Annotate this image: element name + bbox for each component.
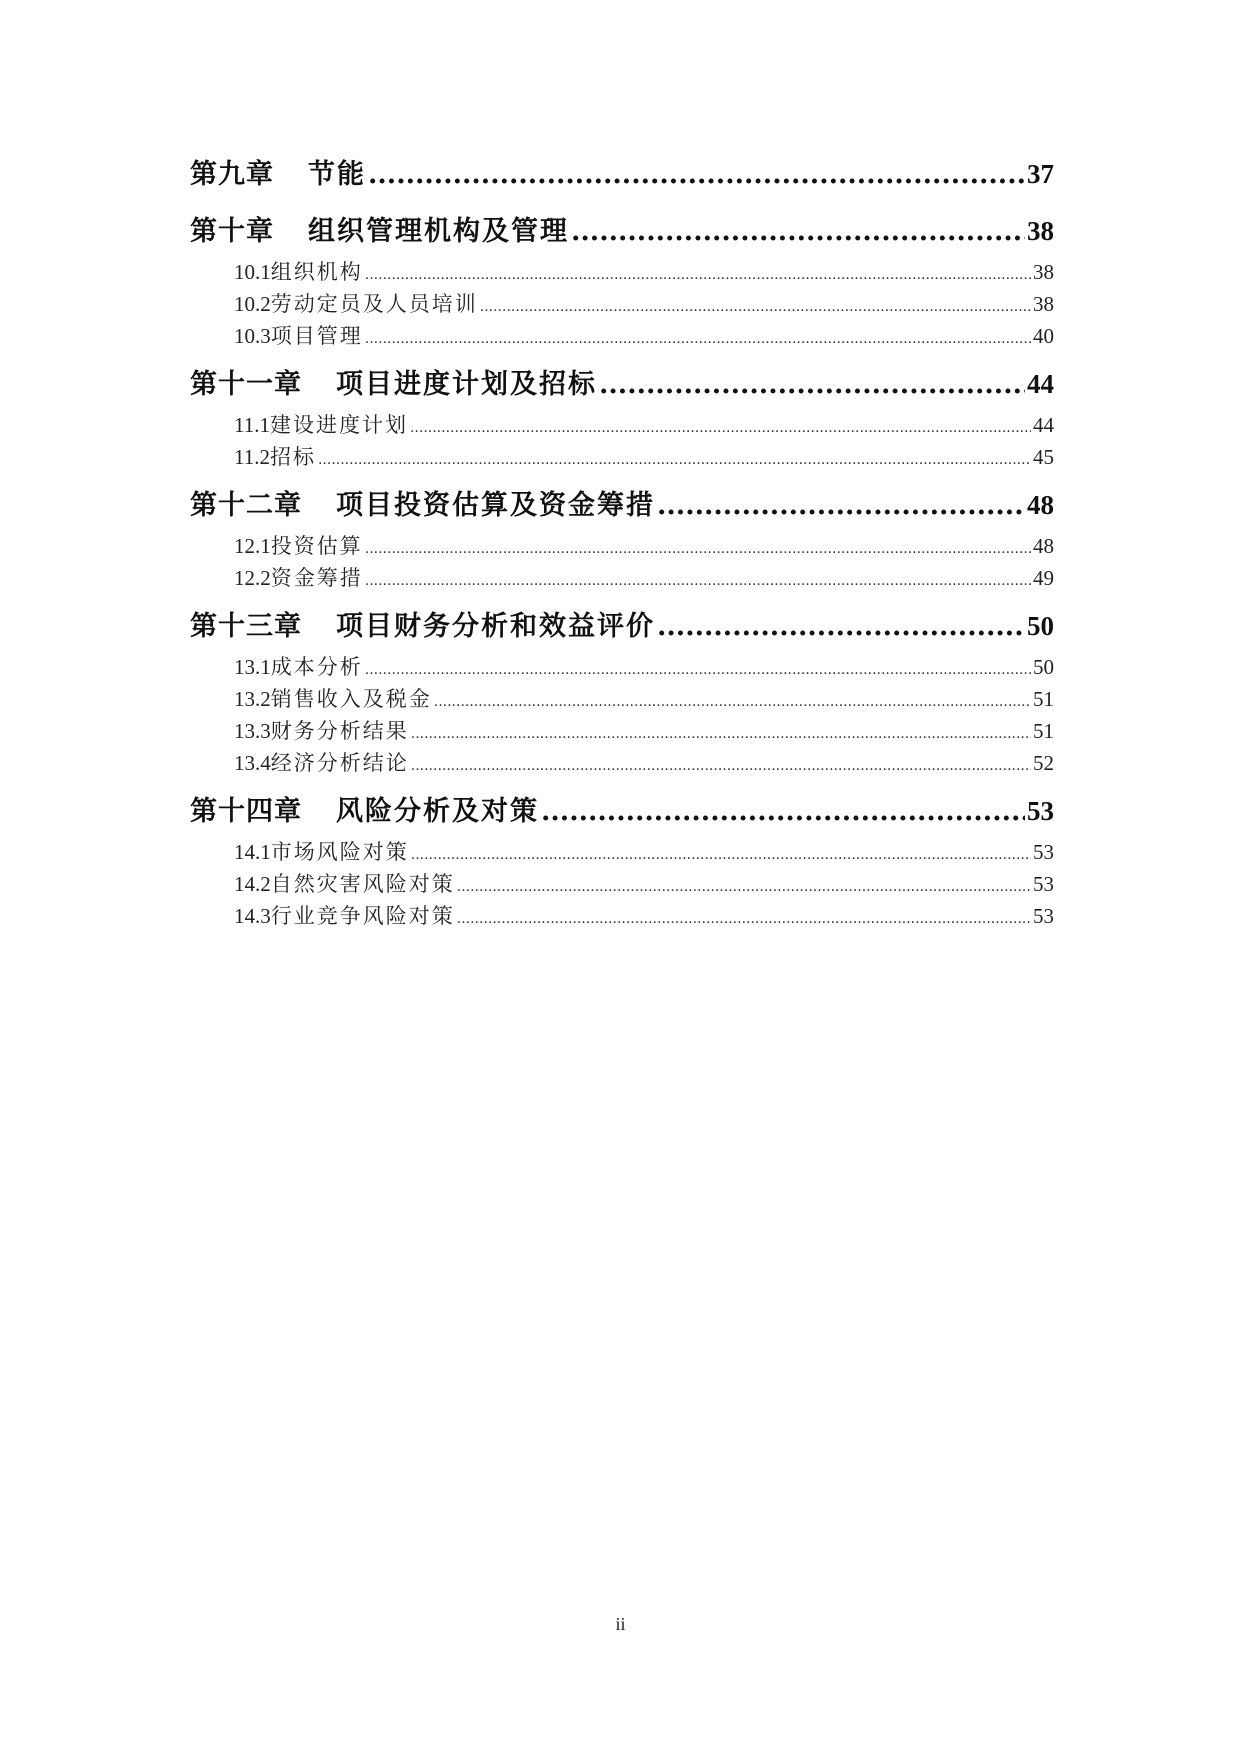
chapter-title: 项目财务分析和效益评价 [336,611,655,642]
page-number: 40 [1033,324,1054,348]
chapter-number: 第十三章 [190,611,302,642]
page-number: 53 [1033,872,1054,896]
dot-leader [411,839,1031,871]
page-footer-number: ii [615,1614,626,1634]
dot-leader [571,207,1025,256]
section-title: 市场风险对策 [270,840,409,864]
dot-leader [410,412,1031,444]
section-number: 13.3 [234,719,271,743]
section-title: 自然灾害风险对策 [270,872,455,896]
chapter-number: 第十一章 [190,369,302,400]
dot-leader [411,750,1031,782]
section-title: 建设进度计划 [269,413,408,437]
dot-leader [368,150,1025,199]
toc-chapter-13[interactable] [190,602,1054,651]
dot-leader [480,291,1031,323]
chapter-number: 第十四章 [190,796,302,827]
chapter-title: 项目投资估算及资金筹措 [336,490,655,521]
page-number: 50 [1033,655,1054,679]
chapter-title: 组织管理机构及管理 [308,216,569,247]
toc-chapter-9[interactable] [190,150,1054,199]
section-number: 14.1 [234,840,271,864]
page-number: 53 [1027,796,1054,826]
page-number: 53 [1033,904,1054,928]
toc-chapter-10[interactable] [190,207,1054,256]
section-number: 10.1 [234,260,271,284]
dot-leader [411,718,1031,750]
dot-leader [657,602,1025,651]
page-number: 48 [1033,534,1054,558]
page-number: 50 [1027,611,1054,641]
section-title: 组织机构 [270,260,363,284]
section-title: 财务分析结果 [270,719,409,743]
page-number: 51 [1033,719,1054,743]
page-number: 38 [1033,260,1054,284]
page-number: 45 [1033,445,1054,469]
page-number: 53 [1033,840,1054,864]
dot-leader [657,481,1025,530]
toc-section-13-4[interactable] [190,747,1054,779]
toc-section-13-3[interactable] [190,715,1054,747]
chapter-title: 项目进度计划及招标 [336,369,597,400]
section-title: 投资估算 [270,534,363,558]
section-title: 资金筹措 [270,566,363,590]
dot-leader [541,787,1025,836]
section-number: 11.1 [234,413,270,437]
page-number: 44 [1033,413,1054,437]
toc-section-11-2[interactable] [190,441,1054,473]
section-number: 13.4 [234,751,271,775]
toc-section-11-1[interactable] [190,409,1054,441]
chapter-title: 风险分析及对策 [336,796,539,827]
toc-section-10-3[interactable] [190,320,1054,352]
dot-leader [599,360,1025,409]
dot-leader [457,903,1031,935]
section-number: 12.2 [234,566,271,590]
toc-section-12-1[interactable] [190,530,1054,562]
section-number: 13.2 [234,687,271,711]
chapter-number: 第九章 [190,159,274,190]
section-title: 成本分析 [270,655,363,679]
toc-chapter-12[interactable] [190,481,1054,530]
section-number: 14.3 [234,904,271,928]
page-number: 38 [1027,216,1054,246]
page-number: 37 [1027,159,1054,189]
section-number: 12.1 [234,534,271,558]
section-title: 销售收入及税金 [270,687,432,711]
table-of-contents [190,150,1054,932]
section-number: 14.2 [234,872,271,896]
dot-leader [434,686,1031,718]
toc-chapter-14[interactable] [190,787,1054,836]
toc-section-10-2[interactable] [190,288,1054,320]
section-number: 10.3 [234,324,271,348]
chapter-number: 第十章 [190,216,274,247]
toc-section-13-2[interactable] [190,683,1054,715]
toc-section-14-1[interactable] [190,836,1054,868]
page-number: 49 [1033,566,1054,590]
section-number: 13.1 [234,655,271,679]
section-title: 经济分析结论 [270,751,409,775]
chapter-number: 第十二章 [190,490,302,521]
section-number: 11.2 [234,445,270,469]
section-title: 劳动定员及人员培训 [270,292,478,316]
page-number: 48 [1027,490,1054,520]
page-number: 51 [1033,687,1054,711]
dot-leader [457,871,1031,903]
dot-leader [365,323,1031,355]
page-number: 52 [1033,751,1054,775]
dot-leader [365,565,1031,597]
section-title: 招标 [269,445,316,469]
toc-section-12-2[interactable] [190,562,1054,594]
section-title: 行业竞争风险对策 [270,904,455,928]
dot-leader [318,444,1031,476]
toc-section-13-1[interactable] [190,651,1054,683]
page-number: 44 [1027,369,1054,399]
toc-section-14-2[interactable] [190,868,1054,900]
toc-chapter-11[interactable] [190,360,1054,409]
chapter-title: 节能 [308,159,366,190]
toc-section-10-1[interactable] [190,256,1054,288]
dot-leader [365,654,1031,686]
section-title: 项目管理 [270,324,363,348]
section-number: 10.2 [234,292,271,316]
dot-leader [365,533,1031,565]
toc-section-14-3[interactable] [190,900,1054,932]
dot-leader [365,259,1031,291]
page-number: 38 [1033,292,1054,316]
